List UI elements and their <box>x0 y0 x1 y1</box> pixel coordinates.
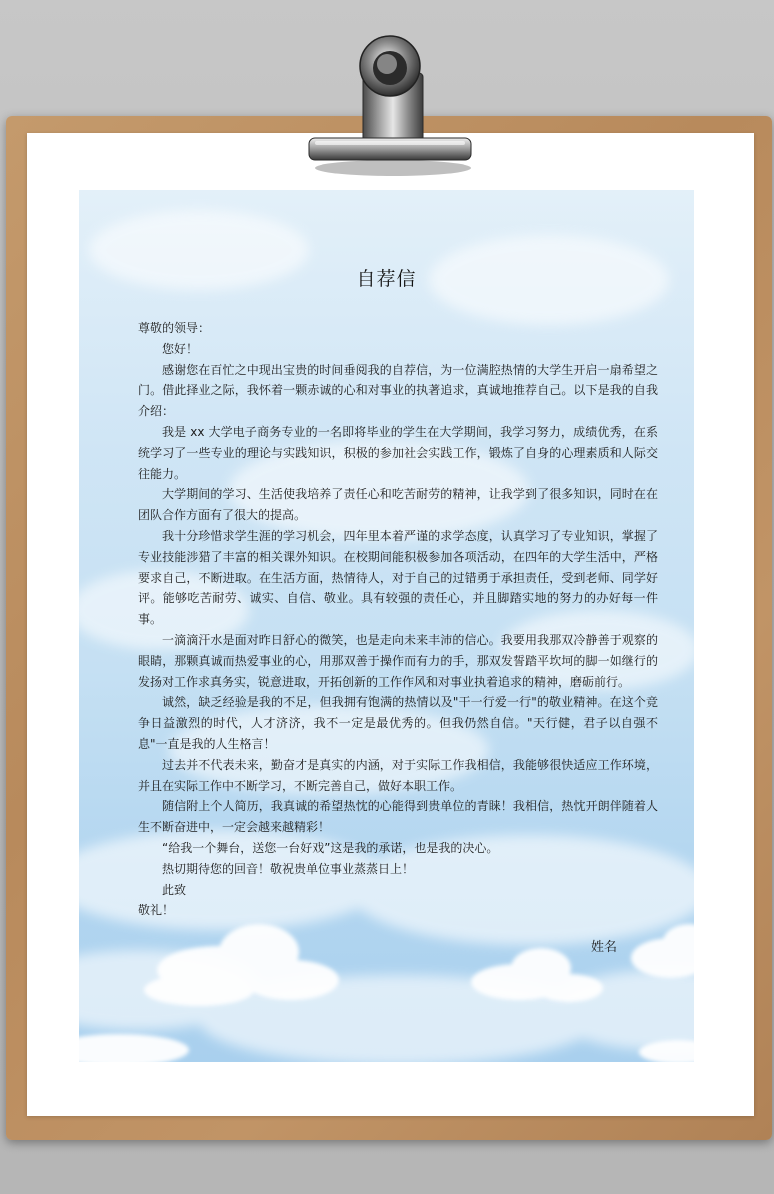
greeting: 您好！ <box>162 341 199 356</box>
paragraph-experience: 诚然，缺乏经验是我的不足，但我拥有饱满的热情以及"干一行爱一行"的敬业精神。在这个竞争日益激烈的时代，人才济济，我不一定是最优秀的。但我仍然自信。"天行健，君子以自强不息"一直是我的人生格言！ <box>138 695 658 751</box>
paragraph-stage: “给我一个舞台，送您一台好戏”这是我的承诺，也是我的决心。 <box>162 840 499 855</box>
salutation: 尊敬的领导： <box>138 321 211 335</box>
paragraph-resume: 随信附上个人简历，我真诚的希望热忱的心能得到贵单位的青睐！我相信，热忱开朗伴随着人生不断奋进中，一定会越来越精彩！ <box>138 799 658 835</box>
paragraph-intro: 感谢您在百忙之中现出宝贵的时间垂阅我的自荐信，为一位满腔热情的大学生开启一扇希望之门。借此择业之际，我怀着一颗赤诚的心和对事业的执著追求，真诚地推荐自己。以下是我的自我介绍： <box>138 362 658 419</box>
paragraph-future: 过去并不代表未来，勤奋才是真实的内涵，对于实际工作我相信，我能够很快适应工作环境，并且在实际工作中不断学习，不断完善自己，做好本职工作。 <box>138 757 658 793</box>
letter-title: 自荐信 <box>356 268 417 290</box>
paragraph-study: 我十分珍惜求学生涯的学习机会，四年里本着严谨的求学态度，认真学习了专业知识，掌握了专业技能涉猎了丰富的相关课外知识。在校期间能积极参加各项活动，在四年的大学生活中，严格要求自己，不断进取。在生活方面，热情待人，对于自己的过错勇于承担责任，受到老师、同学好评。能够吃苦耐劳、诚实、自信、敬业。具有较强的责任心，并且脚踏实地的努力的办好每一件事。 <box>138 528 658 627</box>
binder-clip-icon <box>305 28 475 178</box>
letter-page <box>79 190 694 1062</box>
paragraph-responsibility: 大学期间的学习、生活使我培养了责任心和吃苦耐劳的精神，让我学到了很多知识，同时在在团队合作方面有了很大的提高。 <box>138 487 658 523</box>
closing-line-1: 此致 <box>162 882 187 897</box>
letter-body <box>138 318 658 921</box>
closing-line-2: 敬礼！ <box>138 903 175 918</box>
paragraph-wishes: 热切期待您的回音！敬祝贵单位事业蒸蒸日上！ <box>162 861 415 876</box>
signature: 姓名 <box>591 940 618 955</box>
paragraph-education: 我是 xx 大学电子商务专业的一名即将毕业的学生在大学期间，我学习努力，成绩优秀，在系统学习了一些专业的理论与实践知识，积极的参加社会实践工作，锻炼了自身的心理素质和人际交往能力。 <box>138 424 658 481</box>
paragraph-resolve: 一滴滴汗水是面对昨日舒心的微笑，也是走向未来丰沛的信心。我要用我那双冷静善于观察的眼睛，那颗真诚而热爱事业的心，用那双善于操作而有力的手，那双发誓踏平坎坷的脚一如继行的发扬对工作求真务实，锐意进取，开拓创新的工作作风和对事业执着追求的精神，磨砺前行。 <box>138 632 658 689</box>
